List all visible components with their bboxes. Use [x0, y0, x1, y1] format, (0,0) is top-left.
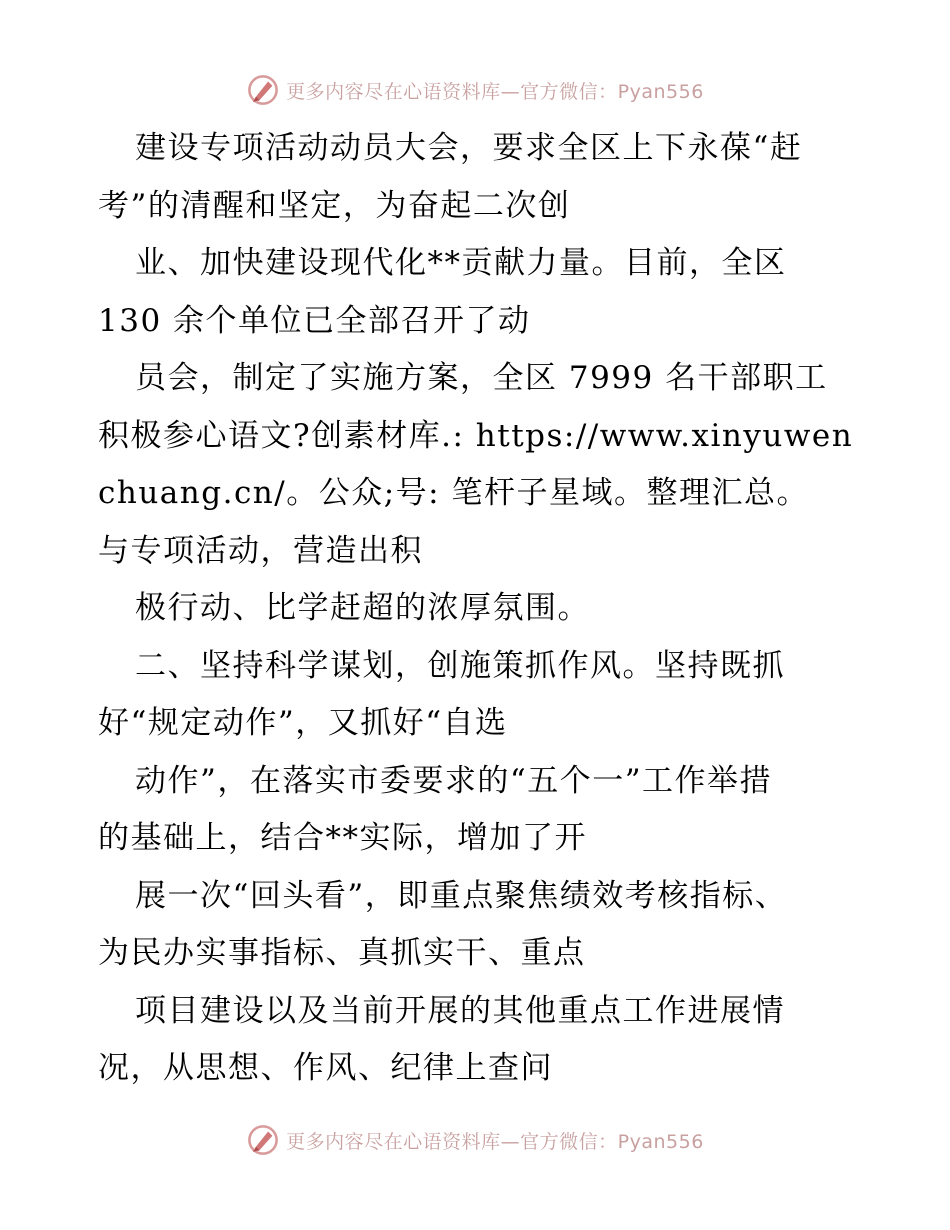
- text-line: 的基础上，结合**实际，增加了开: [98, 820, 587, 856]
- text-line: 业、加快建设现代化**贡献力量。目前，全区: [135, 245, 787, 281]
- text-line: 展一次“回头看”，即重点聚焦绩效考核指标、: [135, 877, 788, 914]
- pen-nib-logo-icon: [246, 73, 280, 107]
- footer-watermark-banner: [0, 1120, 950, 1160]
- text-line: 好“规定动作”，又抓好“自选: [98, 705, 508, 741]
- text-line: 建设专项活动动员大会，要求全区上下永葆“赶: [135, 130, 803, 166]
- text-line: 二、坚持科学谋划，创施策抓作风。坚持既抓: [135, 647, 785, 684]
- text-line: 与专项活动，营造出积: [98, 532, 423, 569]
- document-body: [98, 120, 858, 1098]
- text-line: 项目建设以及当前开展的其他重点工作进展情: [135, 992, 785, 1029]
- text-line: 积极参心语文?创素材库.: https://www.xinyuwen: [98, 417, 854, 454]
- text-line: 考”的清醒和坚定，为奋起二次创: [98, 187, 571, 224]
- pen-nib-logo-icon: [246, 1123, 280, 1157]
- header-watermark-text: 更多内容尽在心语资料库—官方微信：Pyan556: [286, 80, 704, 103]
- header-watermark-banner: [0, 70, 950, 110]
- text-line: 员会，制定了实施方案，全区 7999 名干部职工: [135, 360, 828, 396]
- text-line: 极行动、比学赶超的浓厚氛围。: [135, 590, 590, 626]
- text-line: chuang.cn/。公众;号: 笔杆子星域。整理汇总。: [98, 475, 809, 511]
- text-line: 为民办实事指标、真抓实干、重点: [98, 935, 586, 971]
- text-line: 动作”，在落实市委要求的“五个一”工作举措: [135, 762, 773, 799]
- text-line: 130 余个单位已全部召开了动: [98, 302, 531, 339]
- footer-watermark-text: 更多内容尽在心语资料库—官方微信：Pyan556: [286, 1130, 704, 1153]
- text-line: 况，从思想、作风、纪律上查问: [98, 1050, 553, 1086]
